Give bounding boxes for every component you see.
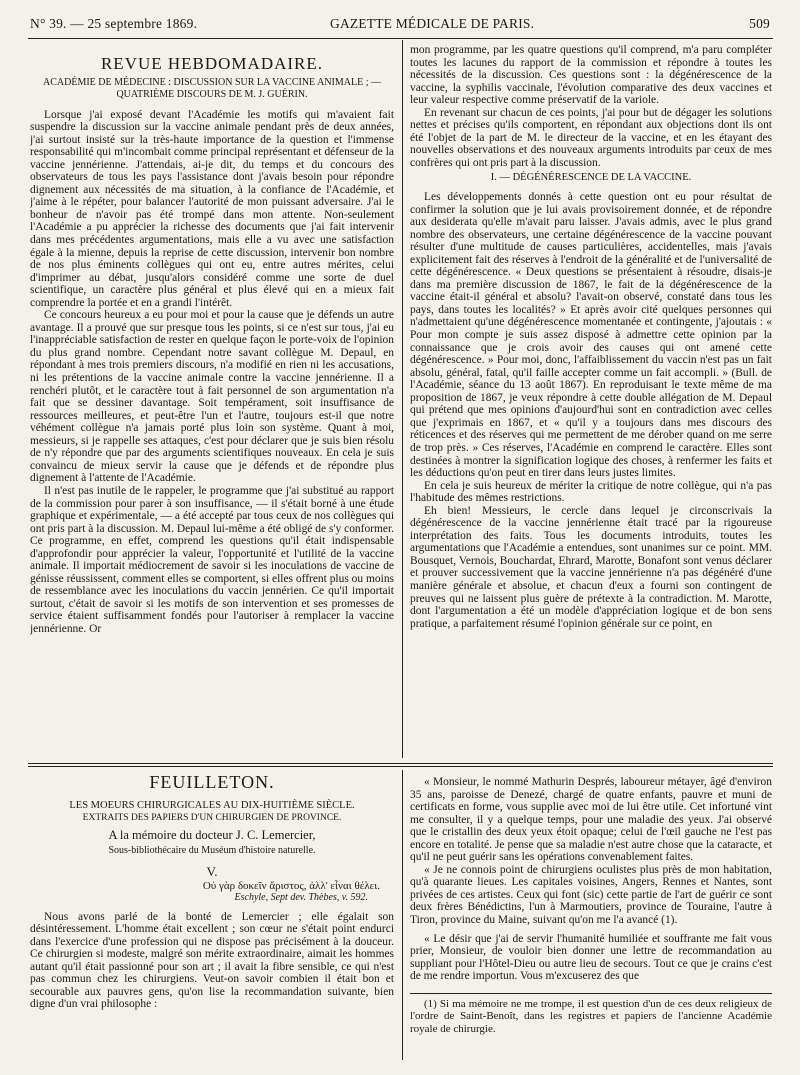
revue-title: REVUE HEBDOMADAIRE.	[100, 58, 324, 73]
journal-title: GAZETTE MÉDICALE DE PARIS.	[330, 16, 535, 31]
dedication: A la mémoire du docteur J. C. Lemercier,	[108, 827, 316, 842]
paragraph: En revenant sur chacun de ces points, j'ai pour but de dégager les solutions nettes et précises qu'ils comportent, en répondant aux objections dont ils ont été l'objet de la part de M. le directeur de la vaccine, et en les étayant des nouvelles observations et des nouveaux arguments introduits par ceux de mes confrères qui ont pris part à la discussion.	[410, 106, 772, 169]
academy-heading: ACADÉMIE DE MÉDECINE : DISCUSSION SUR LA VACCINE ANIMALE ; — QUATRIÈME DISCOURS DE M. J. GUÉRIN.	[43, 76, 381, 100]
feuilleton-subtitle: LES MOEURS CHIRURGICALES AU DIX-HUITIÈME SIÈCLE.	[69, 799, 355, 811]
paragraph: Nous avons parlé de la bonté de Lemercier ; elle égalait son désintéressement. L'homme était excellent ; son cœur ne s'était point endurci dans l'exercice d'une profession qui ne dispose pas précisément à la douceur. Ce chirurgien si modeste, malgré son mérite extraordinaire, aimait les hommes autant qu'il était passionné pour son art ; il avait la fibre sensible, ce qui n'est pas commun chez les chirurgiens. Veut-on savoir combien il était bon et secourable aux pauvres gens, qu'on lise la recommandation suivante, bien digne d'un vrai philosophe :	[30, 910, 394, 1011]
paragraph: En cela je suis heureux de mériter la critique de notre collègue, qui n'a pas l'habitude des mêmes restrictions.	[410, 479, 772, 505]
feuilleton-title: FEUILLETON.	[149, 776, 275, 792]
feuilleton-extract: EXTRAITS DES PAPIERS D'UN CHIRURGIEN DE PROVINCE.	[82, 812, 342, 823]
paragraph: Lorsque j'ai exposé devant l'Académie les motifs qui m'avaient fait suspendre la discussion sur la vaccine animale pendant près de deux années, j'ai surtout insisté sur la très-haute importance de la question et l'immense responsabilité qui m'incombait comme principal représentant et défenseur de la vaccine jennérienne. J'attendais, ai-je dit, du temps et du concours des observateurs de tous les pays l'assistance dont j'avais besoin pour répondre dignement aux nécessités de ma situation, à la confiance de l'Académie, et j'aime à le répéter, pour balancer l'autorité de mon puissant adversaire. J'ai le bonheur de n'avoir pas été trompé dans mon attente. Non-seulement l'Académie a pu apprécier la richesse des documents que j'ai fait intervenir dans mes précédentes argumentations, mais elle a vu avec une satisfaction égale à la mienne, depuis la reprise de cette discussion, intervenir bon nombre de nos plus éminents collègues qui ont eu, entre autres mérites, celui d'imprimer au débat, jusqu'alors considéré comme une sorte de duel scientifique, un caractère plus général et plus élevé qui en a mieux fait comprendre la portée et en a grandi l'intérêt.	[30, 108, 394, 309]
chapter-numeral: V.	[206, 863, 218, 879]
footnote-rule	[410, 993, 772, 994]
paragraph: Ce concours heureux a eu pour moi et pour la cause que je défends un autre avantage. Il a prouvé que sur presque tous les points, si ce n'est sur tous, j'ai eu l'inappréciable satisfaction de rester en quelque façon le porte-voix de l'opinion du plus grand nombre. Cependant notre savant collègue M. Depaul, en répondant à mes trois premiers discours, n'a modifié en rien ni les accusations, ni les prétentions de la vaccine animale contre la vaccine jennérienne. Il a renchéri plutôt, et le caractère tout à fait personnel de son argumentation n'a fait que se dessiner davantage. Soit tempérament, soit insuffisance de ressources meilleures, et peut-être l'un et l'autre, toujours est-il que notre véhément collègue n'a jamais porté plus loin son système. Quant à moi, messieurs, si je rappelle ses attaques, c'est pour déclarer que je suis bien résolu de n'y répondre que par des arguments scientifiques nouveaux. En cela je suis convaincu de mieux servir la cause que je défends et de répondre plus dignement à l'attente de l'Académie.	[30, 309, 394, 485]
paragraph: Les développements donnés à cette question ont eu pour résultat de confirmer la solution que je lui avais provisoirement donnée, et de répondre aux desiderata qu'elle m'avait paru laisser. J'avais admis, avec le plus grand nombre des observateurs, une certaine dégénérescence de la vaccine pouvant résulter d'une multitude de causes particulières, accidentelles, mais j'avais explicitement fait des réserves à l'endroit de la généralité et de l'universalité de cette dégénérescence. « Deux questions se présentaient à résoudre, disais-je dans ma première discussion de 1867, le fait de la dégénérescence de la vaccine était-il général et absolu? l'avait-on observé, constaté dans tous les pays, dans toutes les localités? » Et après avoir cité quelques personnes qui n'admettaient qu'une dégénérescence momentanée et contingente, j'ajoutais : « Pour mon compte je suis assez disposé à admettre cette opinion par la connaissance que je crois avoir des causes qui ont amené cette dégénérescence. » Pour moi, donc, l'affaiblissement du vaccin n'est pas un fait absolu, général, fatal, qu'il faille accepter comme un fait accompli. » (Bull. de l'Académie, séance du 13 août 1867). En reproduisant le texte même de ma proposition de 1867, je veux répondre à cette double allégation de M. Depaul qui prétend que mes opinions d'aujourd'hui sont en contradiction avec celles que j'exprimais en 1867, et « qu'il y a toujours dans mes discours des réticences et des réserves qui me permettent de me dérober quand on me serre de trop près. » Ces réserves, l'Académie en comprend le caractère. Elles sont destinées à montrer la signification logique des choses, à renfermer les faits et les déductions qu'on peut en tirer dans leurs justes limites.	[410, 191, 772, 480]
header-rule	[28, 38, 773, 39]
feuilleton-rule-bottom	[28, 766, 773, 767]
feuilleton-right	[410, 776, 772, 1066]
paragraph: « Le désir que j'ai de servir l'humanité humiliée et souffrante me fait vous prier, Monsieur, de vouloir bien donner une lettre de recommandation au suppliant pour l'Hôtel-Dieu ou autre lieu de secours. Tout ce que je crains c'est de me rendre importun. Vous m'excuserez des que	[410, 932, 772, 983]
feuilleton-divider	[402, 770, 403, 1060]
paragraph: « Monsieur, le nommé Mathurin Després, laboureur métayer, âgé d'environ 35 ans, paroisse de Denezé, chargé de quatre enfants, pauvre et muni de certificats en forme, vous supplie avec moi de lui être utile. Cet infortuné vint me consulter, il y a quelque temps, pour une maladie des yeux. J'ai observé que le cristallin des deux yeux étoit opaque; celui de l'œil gauche ne l'est pas encore en totalité. Je pense que sa maladie n'est autre chose que la cataracte, et qu'il ne peut guérir sans les opérations convenablement faites.	[410, 776, 772, 864]
right-column	[410, 44, 772, 758]
column-divider	[402, 40, 403, 758]
role: Sous-bibliothécaire du Muséum d'histoire naturelle.	[108, 844, 316, 856]
paragraph: Eh bien! Messieurs, le cercle dans lequel je circonscrivais la dégénérescence de la vaccine jennérienne était tracé par la rigoureuse interprétation des faits. Tous les documents introduits, toutes les argumentations que l'Académie a entendues, sont unanimes sur ce point. MM. Bousquet, Vernois, Bouchardat, Ehrard, Marotte, Bonafont sont venus déclarer et prouver successivement que la vaccine jennérienne n'a pas dégénéré d'une manière générale et absolue, et chacun d'eux a fourni son contingent de preuves qui ne laissent plus guère de prétexte à la contradiction. M. Marotte, dont l'argumentation a été un modèle d'appréciation logique et de bon sens pratique, a parfaitement résumé l'opinion générale sur ce point, en	[410, 504, 772, 630]
feuilleton-rule-top	[28, 763, 773, 764]
footnote: (1) Si ma mémoire ne me trompe, il est question d'un de ces deux religieux de l'ordre de Saint-Benoît, dans les registres et papiers de l'ancienne Académie royale de chirurgie.	[410, 997, 772, 1035]
page-header	[30, 16, 770, 38]
epigraph-source: Eschyle, Sept dev. Thèbes, v. 592.	[234, 892, 368, 904]
paragraph: « Je ne connois point de chirurgiens oculistes plus près de mon habitation, qu'à quarante lieues. Les capitales voisines, Angers, Rennes et Nantes, sont privées de ces artistes. Ceux qui font (sic) cette partie de l'art de guérir ce sont deux frères Bénédictins, l'un à Marmoutiers, province de Touraine, l'autre à Tiron, province du Maine, suivant qu'on me l'a avancé (1).	[410, 863, 772, 927]
paragraph: mon programme, par les quatre questions qu'il comprend, m'a paru compléter toutes les lacunes du rapport de la commission et répondre à toutes les nécessités de la discussion. Ces questions sont : la dégénérescence de la vaccine, la syphilis vaccinale, l'évolution comparative des deux vaccines et leur valeur respective comme préservatif de la variole.	[410, 44, 772, 107]
issue-date: N° 39. — 25 septembre 1869.	[30, 16, 198, 31]
section-heading: I. — DÉGÉNÉRESCENCE DE LA VACCINE.	[490, 172, 692, 184]
left-column	[30, 58, 394, 758]
epigraph: Οὐ γὰρ δοκεῖν ἄριστος, ἀλλ' εἶναι θέλει.	[202, 879, 380, 892]
paragraph: Il n'est pas inutile de le rappeler, le programme que j'ai substitué au rapport de la commission pour parer à son insuffisance, — il s'était borné à une étude graphique et expérimentale, — a été accepté par tous ceux de nos collègues qui ont pris part à la discussion. M. Depaul lui-même a été obligé de s'y conformer. Ce programme, en effet, comprend les questions qu'il était indispensable d'approfondir pour apprécier la valeur, l'opportunité et l'utilité de la vaccine animale. Il importait médiocrement de savoir si les inoculations de vaccine de génisse réussissent, comment elles se comportent, si elles offrent plus ou moins de ressemblance avec les inoculations du vaccin jennérien. Ce qu'il importait surtout, c'était de savoir si les motifs de son intervention et ses promesses de service étaient suffisamment fondés pour l'autoriser à remplacer la vaccine jennérienne. Or	[30, 484, 394, 635]
feuilleton-left	[30, 776, 394, 1066]
page-number: 509	[749, 16, 770, 31]
